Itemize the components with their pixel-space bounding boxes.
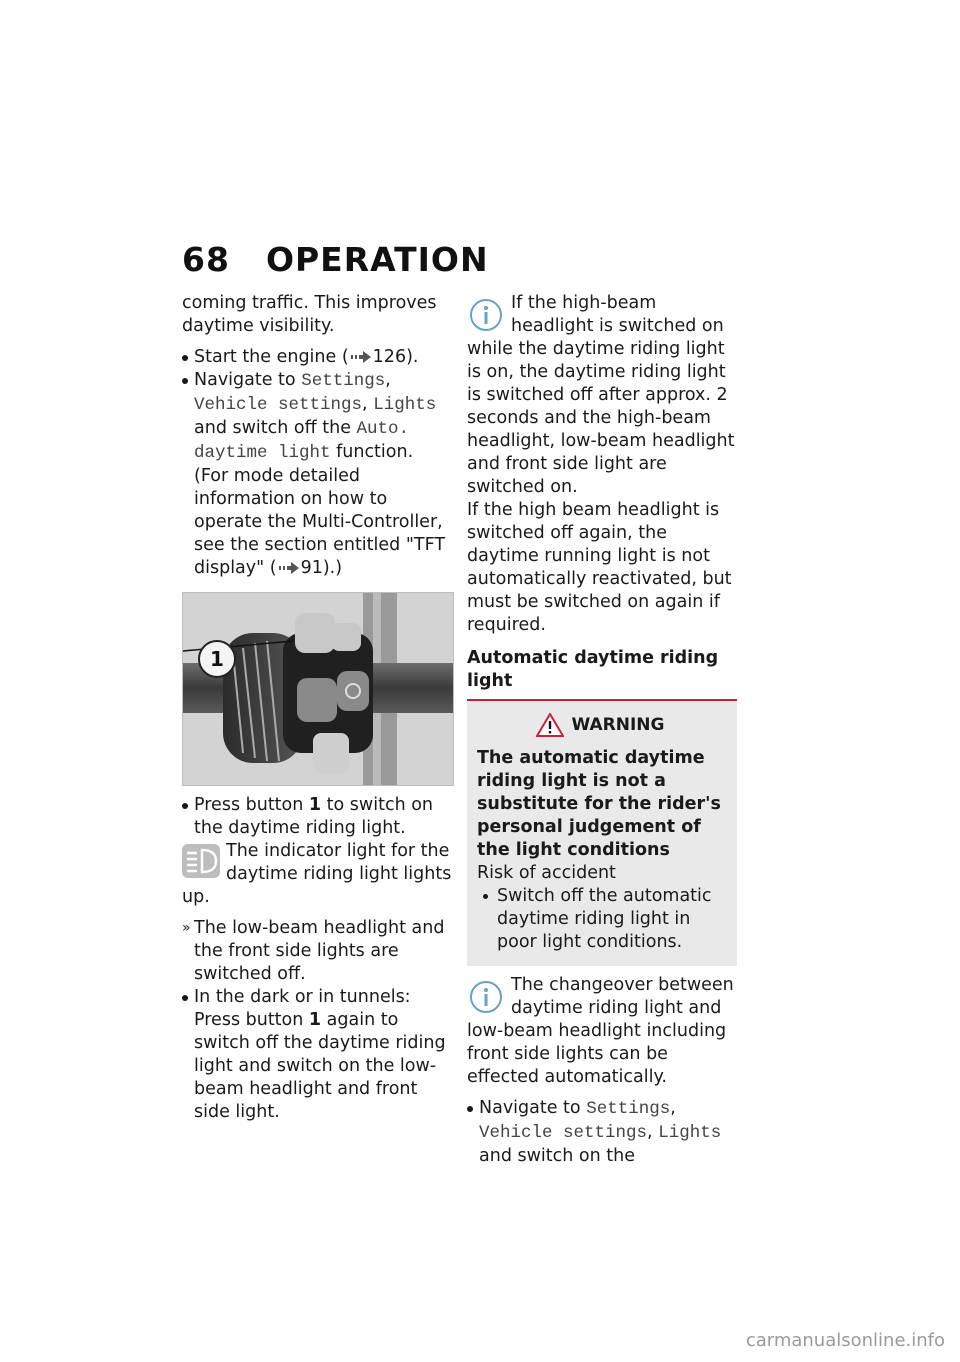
info-icon xyxy=(467,978,505,1016)
indicator-note xyxy=(182,840,452,909)
info-high-beam xyxy=(467,292,737,637)
step-navigate-lights: Navigate to Settings, Vehicle settings, Lights and switch off the Auto. daytime light function. (For mode detailed information on how to operate the Multi-Controller, see the section entitled "TFT display" ( 91).) xyxy=(182,369,452,580)
figure-callout: 1 xyxy=(210,647,224,671)
warning-box xyxy=(467,701,737,966)
daytime-riding-light-icon xyxy=(182,844,220,878)
menu-path-lights: Lights xyxy=(658,1123,722,1143)
step-navigate-lights-on: Navigate to Settings, Vehicle settings, Lights and switch on the xyxy=(467,1097,737,1168)
watermark: carmanualsonline.info xyxy=(745,1330,945,1351)
menu-path-settings: Settings xyxy=(301,371,386,391)
warning-item: Switch off the automatic daytime riding light in poor light conditions. xyxy=(477,885,723,954)
indicator-text: The indicator light for the daytime riding light lights up. xyxy=(182,841,452,907)
menu-path-lights: Lights xyxy=(373,395,437,415)
step-dark-tunnels: In the dark or in tunnels: Press button 1 again to switch off the daytime riding light and switch on the low-beam headlight and front side light. xyxy=(182,986,452,1124)
page-header xyxy=(182,240,489,279)
warning-title: The automatic daytime riding light is not a substitute for the rider's personal judgement of the light conditions xyxy=(477,748,721,860)
info-high-beam-text: If the high-beam headlight is switched on while the daytime riding light is on, the daytime riding light is switched off after approx. 2 seconds and the high-beam headlight, low-beam headlight and front side light are switched on. xyxy=(467,293,735,497)
info-changeover xyxy=(467,974,737,1089)
section-heading: Automatic daytime riding light xyxy=(467,648,719,691)
handlebar-switch-image xyxy=(182,592,454,786)
info-changeover-text: The changeover between daytime riding light and low-beam headlight including front side lights can be effected automatically. xyxy=(467,975,734,1087)
warning-label: WARNING xyxy=(571,714,665,735)
section-title: OPERATION xyxy=(265,240,489,279)
intro-text: coming traffic. This improves daytime visibility. xyxy=(182,293,437,336)
menu-path-vehicle-settings: Vehicle settings xyxy=(194,395,363,415)
info-high-beam-text-2: If the high beam headlight is switched off again, the daytime running light is not automatically reactivated, but must be switched on again if required. xyxy=(467,500,732,635)
warning-icon xyxy=(536,713,564,737)
left-column xyxy=(182,292,452,1124)
arrow-ref-icon xyxy=(279,562,299,574)
warning-risk: Risk of accident xyxy=(477,863,616,883)
info-icon xyxy=(467,296,505,334)
menu-path-vehicle-settings: Vehicle settings xyxy=(479,1123,648,1143)
warning-header xyxy=(477,713,723,737)
menu-item-auto-daytime-light: Auto. daytime light xyxy=(194,419,410,463)
step-start-engine: Start the engine ( 126). xyxy=(182,346,452,369)
right-column xyxy=(467,292,737,1168)
arrow-ref-icon xyxy=(351,351,371,363)
menu-path-settings: Settings xyxy=(586,1099,671,1119)
page-number: 68 xyxy=(182,240,230,279)
step-press-button: Press button 1 to switch on the daytime riding light. xyxy=(182,794,452,840)
result-low-beam-off: » The low-beam headlight and the front side lights are switched off. xyxy=(182,918,445,984)
button-reference: 1 xyxy=(308,795,322,815)
result-mark: » xyxy=(182,920,191,936)
button-reference: 1 xyxy=(308,1010,322,1030)
